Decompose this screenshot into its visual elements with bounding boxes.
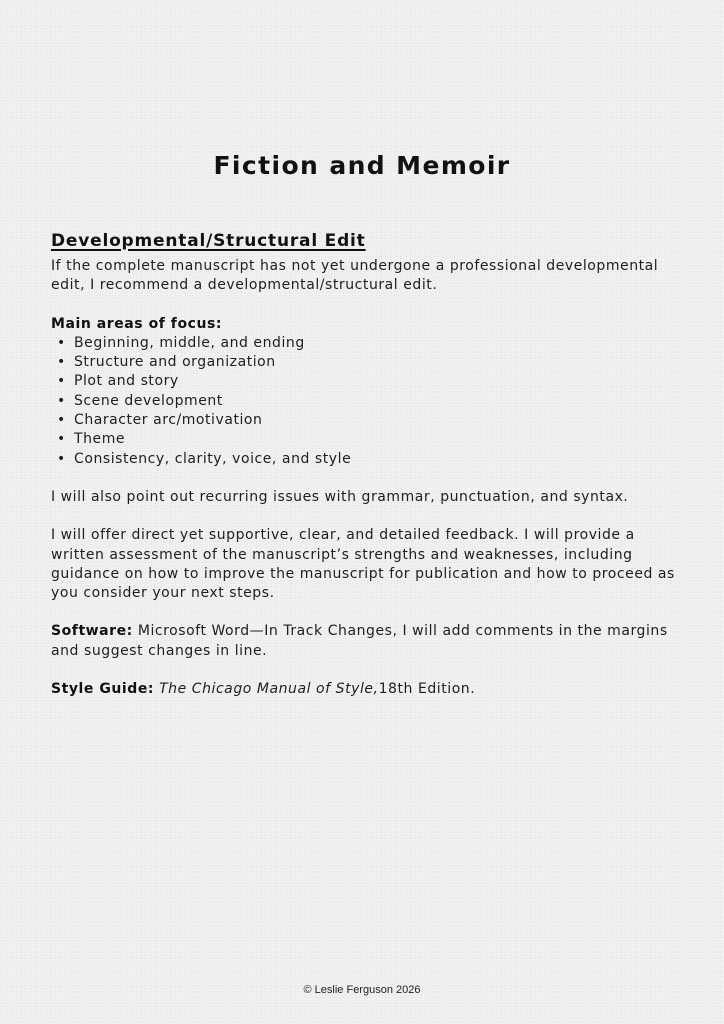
list-item: • Theme	[57, 430, 691, 449]
software-label: Software:	[51, 623, 133, 640]
list-item: • Structure and organization	[57, 353, 691, 372]
bullet-icon: •	[57, 354, 66, 371]
bullet-icon: •	[57, 334, 66, 351]
list-item: • Consistency, clarity, voice, and style	[57, 450, 691, 469]
feedback-paragraph: I will offer direct yet supportive, clear, and detailed feedback. I will provide a written assessment of the manuscript’s strengths and weaknesses, including guidance on how to improve the manuscript for publication and how to proceed as you consider your next steps.	[51, 527, 675, 602]
list-item: • Character arc/motivation	[57, 411, 691, 430]
focus-label: Main areas of focus:	[51, 315, 223, 332]
page-title: Fiction and Memoir	[213, 151, 511, 180]
section-heading: Developmental/Structural Edit	[51, 231, 366, 251]
style-guide-title: The Chicago Manual of Style,	[159, 681, 379, 698]
list-item: • Plot and story	[57, 372, 691, 391]
bullet-icon: •	[57, 450, 66, 467]
recurring-issues-paragraph: I will also point out recurring issues with grammar, punctuation, and syntax.	[51, 488, 629, 505]
document-body	[51, 230, 691, 699]
copyright-footer: © Leslie Ferguson 2026	[303, 984, 421, 996]
style-guide-label: Style Guide:	[51, 681, 155, 698]
style-guide-edition: 18th Edition.	[378, 681, 476, 698]
bullet-icon: •	[57, 431, 66, 448]
software-text: Microsoft Word—In Track Changes, I will add comments in the margins and suggest changes in line.	[51, 623, 668, 659]
intro-paragraph: If the complete manuscript has not yet undergone a professional developmental edit, I recommend a developmental/structural edit.	[51, 258, 659, 294]
list-item: • Scene development	[57, 392, 691, 411]
bullet-icon: •	[57, 373, 66, 390]
style-guide-paragraph	[51, 680, 691, 699]
bullet-icon: •	[57, 392, 66, 409]
list-item: • Beginning, middle, and ending	[57, 334, 691, 353]
bullet-icon: •	[57, 412, 66, 429]
focus-list	[51, 334, 691, 469]
software-paragraph	[51, 622, 691, 661]
